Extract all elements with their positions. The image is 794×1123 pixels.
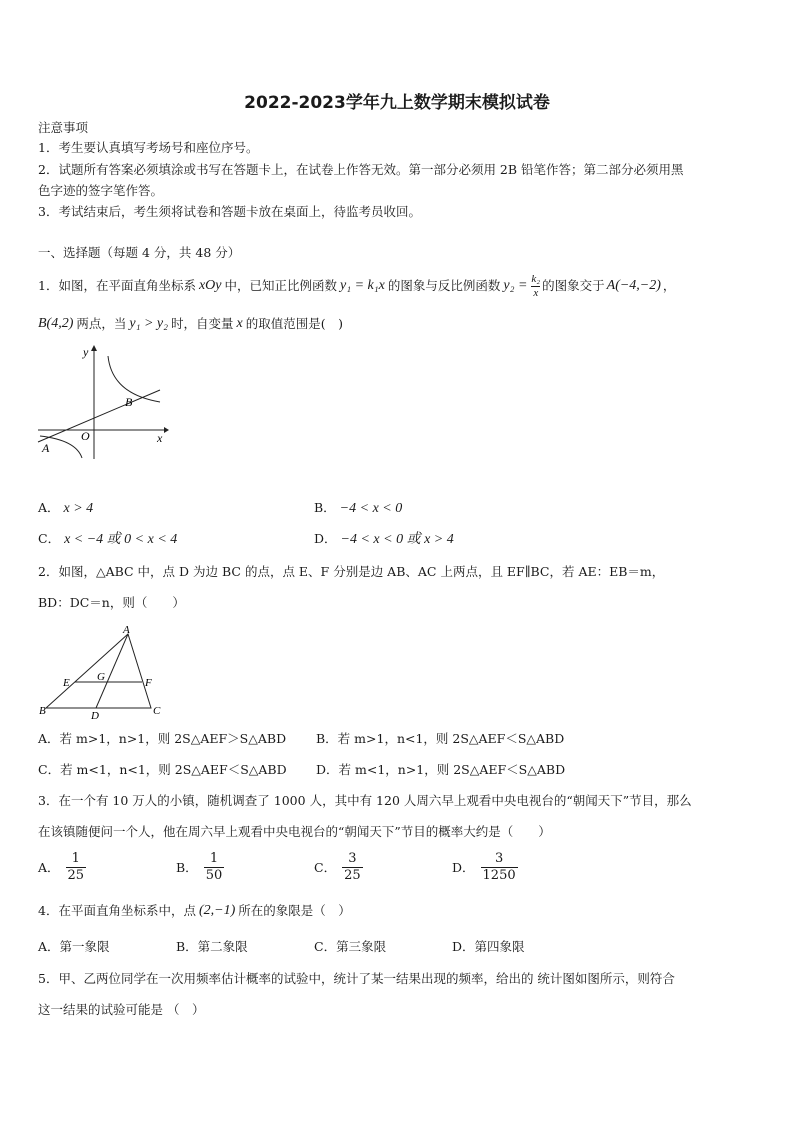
section-heading: 一、选择题（每题 4 分，共 48 分） — [38, 245, 241, 260]
q1-line2 — [38, 314, 343, 334]
q1-text: ， — [662, 278, 676, 293]
denominator: 25 — [67, 868, 85, 883]
q4-option-a: A．第一象限 — [38, 939, 110, 954]
denominator: 50 — [205, 868, 223, 883]
q1-xoy: xOy — [198, 278, 222, 293]
q2-option-b: B．若 m>1，n<1，则 2S△AEF＜S△ABD — [316, 731, 565, 746]
q1-option-b — [314, 498, 402, 519]
notice-item: 1．考生要认真填写考场号和座位序号。 — [38, 140, 259, 155]
option-label: D． — [452, 859, 475, 875]
option-text: −4 < x < 0 — [339, 501, 403, 516]
option-label: D． — [314, 531, 337, 546]
option-fraction — [204, 851, 225, 884]
q4-line — [38, 901, 351, 921]
q3-option-b — [176, 851, 224, 884]
origin-label: O — [81, 429, 90, 443]
denominator: 25 — [344, 868, 361, 883]
q3-option-c — [314, 851, 363, 884]
q4-option-c: C．第三象限 — [314, 939, 387, 954]
option-label: C． — [38, 531, 61, 546]
q4-point: (2,−1) — [198, 903, 236, 918]
option-text: −4 < x < 0 或 x > 4 — [340, 532, 454, 547]
label-c: C — [153, 705, 161, 717]
q1-option-d — [314, 529, 454, 550]
q1-text: 的取值范围是( ) — [245, 316, 344, 331]
q1-text: 中，已知正比例函数 — [224, 278, 338, 293]
notice-item: 色字迹的签字笔作答。 — [38, 183, 164, 198]
q1-option-a — [38, 498, 93, 519]
q1-fraction — [529, 273, 542, 300]
option-label: B． — [314, 500, 336, 515]
q1-fraction-denominator: x — [533, 286, 539, 299]
label-e: E — [63, 677, 70, 689]
q3-line2: 在该镇随便问一个人，他在周六早上观看中央电视台的“朝闻天下”节目的概率大约是（ ） — [38, 824, 551, 839]
option-fraction — [66, 851, 87, 884]
q1-option-c — [38, 529, 177, 550]
q1-variable: x — [236, 316, 243, 331]
option-text: x > 4 — [63, 501, 94, 516]
x-axis-arrow — [164, 427, 169, 433]
q1-condition: y₁ > y₂ — [129, 316, 169, 331]
label-d: D — [91, 710, 99, 722]
denominator: 1250 — [482, 868, 516, 883]
q4-option-b: B．第二象限 — [176, 939, 248, 954]
q1-line1 — [38, 273, 675, 299]
q2-option-c: C．若 m<1，n<1，则 2S△AEF＜S△ABD — [38, 762, 287, 777]
option-label: A． — [38, 500, 60, 515]
q2-figure — [36, 622, 166, 722]
q2-line2: BD：DC＝n，则（ ） — [38, 595, 185, 610]
q4-text: 所在的象限是（ ） — [238, 903, 351, 918]
label-f: F — [145, 677, 152, 689]
numerator: 3 — [494, 851, 504, 866]
numerator: 1 — [209, 851, 219, 866]
option-text: x < −4 或 0 < x < 4 — [64, 532, 178, 547]
y-axis-label: y — [83, 345, 89, 359]
q2-option-d: D．若 m<1，n>1，则 2S△AEF＜S△ABD — [316, 762, 566, 777]
q4-option-d: D．第四象限 — [452, 939, 525, 954]
q1-text: 两点，当 — [76, 316, 127, 331]
q1-point-b: B(4,2) — [38, 316, 74, 331]
point-b-label: B — [125, 395, 133, 409]
q2-line1: 2．如图，△ABC 中，点 D 为边 BC 的点，点 E、F 分别是边 AB、AC 上两点，且 EF∥BC，若 AE：EB＝m， — [38, 564, 665, 579]
option-label: B． — [176, 859, 198, 875]
numerator: 3 — [348, 851, 357, 866]
notice-heading: 注意事项 — [38, 120, 89, 135]
q1-function-1: y₁ = k₁x — [340, 278, 385, 293]
label-a: A — [123, 624, 130, 636]
q1-function-2-lhs: y₂ = — [503, 278, 528, 293]
x-axis-label: x — [157, 431, 163, 445]
q3-line1: 3．在一个有 10 万人的小镇，随机调查了 1000 人，其中有 120 人周六早上观看中央电视台的“朝闻天下”节目，那么 — [38, 793, 692, 808]
q1-text: 的图象与反比例函数 — [387, 278, 501, 293]
q1-text: 的图象交于 — [542, 278, 605, 293]
q3-option-a — [38, 851, 86, 884]
q5-line1: 5．甲、乙两位同学在一次用频率估计概率的试验中，统计了某一结果出现的频率，给出的 统计图如图所示，则符合 — [38, 971, 675, 986]
q1-point-a: A(−4,−2) — [606, 278, 661, 293]
y-axis-arrow — [91, 345, 97, 351]
q1-fraction-numerator: k₂ — [531, 272, 541, 285]
option-label: C． — [314, 859, 337, 875]
numerator: 1 — [71, 851, 80, 866]
notice-item: 2．试题所有答案必须填涂或书写在答题卡上，在试卷上作答无效。第一部分必须用 2B 铅笔作答；第二部分必须用黑 — [38, 162, 684, 177]
option-fraction — [481, 851, 518, 884]
q1-text: 1．如图，在平面直角坐标系 — [38, 278, 196, 293]
page-title: 2022-2023学年九上数学期末模拟试卷 — [244, 93, 550, 113]
q5-line2: 这一结果的试验可能是 （ ） — [38, 1002, 205, 1017]
q1-text: 时，自变量 — [171, 316, 234, 331]
q3-option-d — [452, 851, 518, 884]
option-label: A． — [38, 859, 60, 875]
label-b: B — [39, 705, 46, 717]
notice-item: 3．考试结束后，考生须将试卷和答题卡放在桌面上，待监考员收回。 — [38, 204, 421, 219]
option-fraction — [342, 851, 363, 884]
hyperbola-branch-1 — [108, 356, 160, 402]
q1-figure — [36, 342, 170, 462]
q4-text: 4．在平面直角坐标系中，点 — [38, 903, 196, 918]
point-a-label: A — [42, 441, 50, 455]
q2-option-a: A．若 m>1，n>1，则 2S△AEF＞S△ABD — [38, 731, 287, 746]
label-g: G — [97, 671, 105, 683]
